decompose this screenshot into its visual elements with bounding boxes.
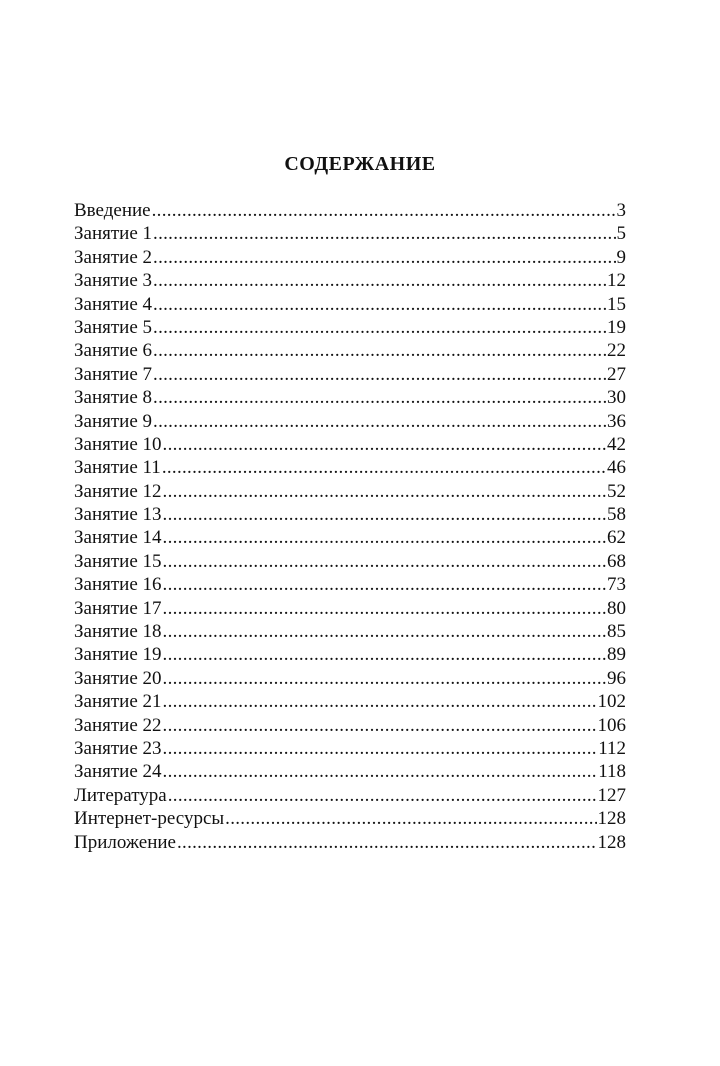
- toc-entry-label: Занятие 14: [74, 527, 162, 549]
- toc-entry-label: Занятие 9: [74, 410, 153, 432]
- toc-entry-page: 128: [597, 808, 626, 830]
- toc-entry-page: 27: [607, 363, 626, 385]
- toc-entry: [74, 737, 626, 760]
- dot-leader: [163, 690, 597, 713]
- toc-entry-page: 22: [607, 340, 626, 362]
- toc-entry: [74, 199, 626, 222]
- dot-leader: [153, 363, 606, 386]
- dot-leader: [153, 339, 606, 362]
- dot-leader: [163, 620, 606, 643]
- dot-leader: [163, 550, 606, 573]
- toc-entry: [74, 269, 626, 292]
- toc-entry: [74, 339, 626, 362]
- toc-entry-page: 102: [597, 691, 626, 713]
- toc-entry-page: 118: [598, 761, 626, 783]
- toc-entry: [74, 456, 626, 479]
- toc-entry-page: 62: [607, 527, 626, 549]
- toc-entry-page: 5: [616, 223, 626, 245]
- toc-entry-label: Занятие 3: [74, 270, 153, 292]
- toc-entry-label: Занятие 15: [74, 550, 162, 572]
- toc-entry: [74, 293, 626, 316]
- toc-entry: [74, 667, 626, 690]
- dot-leader: [163, 760, 598, 783]
- dot-leader: [163, 503, 606, 526]
- toc-entry-page: 3: [616, 200, 626, 221]
- toc-entry-page: 36: [607, 410, 626, 432]
- toc-entry-label: Занятие 10: [74, 433, 162, 455]
- toc-entry: [74, 807, 626, 830]
- dot-leader: [163, 480, 606, 503]
- toc-entry: [74, 597, 626, 620]
- toc-entry: [74, 410, 626, 433]
- toc-entry-page: 85: [607, 621, 626, 643]
- toc-entry: [74, 503, 626, 526]
- toc-entry-page: 52: [607, 480, 626, 502]
- toc-entry-page: 19: [607, 316, 626, 338]
- toc-entry-label: Занятие 19: [74, 644, 162, 666]
- toc-entry-label: Занятие 23: [74, 737, 162, 759]
- toc-entry: [74, 620, 626, 643]
- toc-entry: [74, 831, 626, 854]
- toc-entry-page: 68: [607, 550, 626, 572]
- dot-leader: [225, 807, 596, 830]
- dot-leader: [153, 293, 606, 316]
- toc-entry-page: 96: [607, 667, 626, 689]
- toc-entry-label: Занятие 11: [74, 457, 161, 479]
- dot-leader: [168, 784, 597, 807]
- toc-entry-page: 30: [607, 387, 626, 409]
- dot-leader: [153, 269, 606, 292]
- toc-entry: [74, 316, 626, 339]
- dot-leader: [153, 316, 606, 339]
- toc-entry: [74, 246, 626, 269]
- toc-entry-page: 12: [607, 270, 626, 292]
- dot-leader: [153, 246, 615, 269]
- page-title: СОДЕРЖАНИЕ: [284, 153, 436, 175]
- toc-entry: [74, 784, 626, 807]
- toc-entry-label: Занятие 20: [74, 667, 162, 689]
- toc-entry-label: Интернет-ресурсы: [74, 808, 225, 830]
- dot-leader: [163, 433, 606, 456]
- toc-entry-page: 80: [607, 597, 626, 619]
- dot-leader: [163, 597, 606, 620]
- toc-entry-label: Занятие 16: [74, 574, 162, 596]
- toc-entry-label: Занятие 1: [74, 223, 153, 245]
- toc-entry-label: Введение: [74, 200, 151, 221]
- toc-entry-page: 89: [607, 644, 626, 666]
- toc-entry-label: Литература: [74, 784, 167, 806]
- toc-entry: [74, 222, 626, 245]
- toc-entry-label: Занятие 2: [74, 246, 153, 268]
- toc-entry-label: Занятие 17: [74, 597, 162, 619]
- toc-entry-page: 106: [597, 714, 626, 736]
- toc-entry-label: Приложение: [74, 831, 176, 853]
- dot-leader: [163, 643, 606, 666]
- toc-entry-label: Занятие 12: [74, 480, 162, 502]
- toc-entry: [74, 714, 626, 737]
- toc-entry: [74, 526, 626, 549]
- toc-entry-label: Занятие 6: [74, 340, 153, 362]
- toc-entry-page: 42: [607, 433, 626, 455]
- toc-entry-label: Занятие 7: [74, 363, 153, 385]
- toc-entry-label: Занятие 13: [74, 504, 162, 526]
- toc-entry-page: 15: [607, 293, 626, 315]
- dot-leader: [153, 410, 606, 433]
- toc-entry: [74, 550, 626, 573]
- dot-leader: [163, 714, 597, 737]
- toc-entry-label: Занятие 5: [74, 316, 153, 338]
- table-of-contents: [74, 199, 626, 854]
- toc-entry-page: 128: [597, 831, 626, 853]
- dot-leader: [152, 199, 616, 222]
- toc-entry-page: 9: [616, 246, 626, 268]
- toc-entry: [74, 760, 626, 783]
- dot-leader: [177, 831, 597, 854]
- toc-entry-page: 127: [597, 784, 626, 806]
- toc-entry-label: Занятие 18: [74, 621, 162, 643]
- dot-leader: [163, 667, 606, 690]
- dot-leader: [153, 386, 606, 409]
- toc-entry-label: Занятие 24: [74, 761, 162, 783]
- toc-entry-page: 46: [607, 457, 626, 479]
- toc-entry-label: Занятие 8: [74, 387, 153, 409]
- dot-leader: [153, 222, 615, 245]
- toc-entry-label: Занятие 4: [74, 293, 153, 315]
- toc-entry: [74, 386, 626, 409]
- dot-leader: [163, 573, 606, 596]
- toc-entry: [74, 480, 626, 503]
- toc-entry: [74, 363, 626, 386]
- dot-leader: [163, 526, 606, 549]
- toc-entry-page: 112: [598, 737, 626, 759]
- toc-entry-page: 58: [607, 504, 626, 526]
- toc-entry: [74, 433, 626, 456]
- toc-entry: [74, 573, 626, 596]
- toc-entry: [74, 643, 626, 666]
- toc-entry: [74, 690, 626, 713]
- toc-entry-label: Занятие 21: [74, 691, 162, 713]
- toc-entry-label: Занятие 22: [74, 714, 162, 736]
- toc-entry-page: 73: [607, 574, 626, 596]
- dot-leader: [163, 737, 598, 760]
- dot-leader: [162, 456, 606, 479]
